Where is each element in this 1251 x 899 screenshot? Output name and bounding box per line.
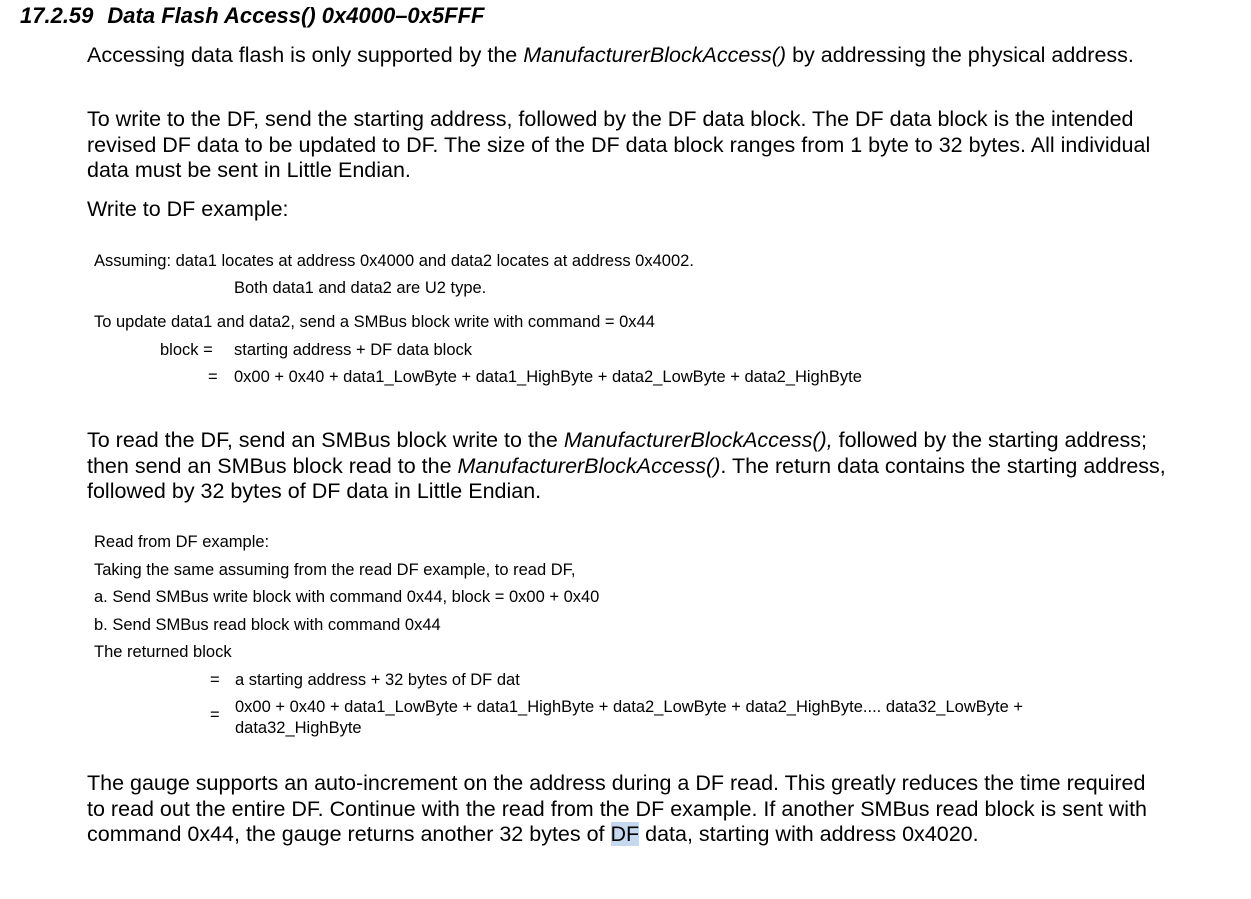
paragraph-text: . The return data contains the starting address, followed by 32 bytes of DF data in Little Endian. bbox=[87, 453, 1166, 503]
paragraph-text: data, starting with address 0x4020. bbox=[639, 822, 979, 846]
write-example-line-1: Assuming: data1 locates at address 0x4000 and data2 locates at address 0x4002. bbox=[94, 252, 694, 270]
read-example-returned-summary: a starting address + 32 bytes of DF dat bbox=[235, 671, 520, 689]
write-example-line-2: Both data1 and data2 are U2 type. bbox=[234, 279, 487, 297]
function-name: ManufacturerBlockAccess(), bbox=[563, 428, 833, 452]
write-example-block-label: block = bbox=[160, 341, 213, 359]
paragraph-text: To read the DF, send an SMBus block write to the bbox=[87, 428, 564, 452]
selected-text-highlight[interactable]: DF bbox=[610, 822, 640, 846]
read-example-line-4: b. Send SMBus read block with command 0x44 bbox=[94, 616, 441, 634]
function-name: ManufacturerBlockAccess() bbox=[457, 453, 721, 478]
function-name: ManufacturerBlockAccess() bbox=[523, 43, 787, 67]
read-example-line-3: a. Send SMBus write block with command 0x44, block = 0x00 + 0x40 bbox=[94, 588, 600, 606]
paragraph-text: by addressing the physical address. bbox=[786, 43, 1134, 67]
paragraph-text: followed by the starting address; then send an SMBus block read to the bbox=[87, 428, 1147, 478]
read-example-line-2: Taking the same assuming from the read DF example, to read DF, bbox=[94, 561, 576, 579]
section-number: 17.2.59 bbox=[20, 3, 94, 28]
paragraph-text: Accessing data flash is only supported by the bbox=[87, 43, 524, 67]
section-heading bbox=[20, 3, 484, 29]
paragraph-text: The gauge supports an auto-increment on the address during a DF read. This greatly reduces the time required to read out the entire DF. Continue with the read from the DF example. If another SMBus read block is sent with command 0x44, the gauge returns another 32 bytes of bbox=[87, 771, 1147, 846]
read-example-returned-expansion: 0x00 + 0x40 + data1_LowByte + data1_HighByte + data2_LowByte + data2_HighByte.... data32_LowByte + bbox=[235, 698, 1023, 716]
write-example-line-3: To update data1 and data2, send a SMBus block write with command = 0x44 bbox=[94, 313, 655, 331]
paragraph-access bbox=[87, 43, 1197, 69]
write-example-block-value: starting address + DF data block bbox=[234, 341, 472, 359]
write-example-equals: = bbox=[208, 368, 218, 386]
read-example-line-1: Read from DF example: bbox=[94, 533, 270, 551]
paragraph-write-example-label: Write to DF example: bbox=[87, 197, 289, 221]
read-example-equals-2: = bbox=[210, 706, 220, 724]
paragraph-read bbox=[87, 428, 1187, 505]
paragraph-write: To write to the DF, send the starting address, followed by the DF data block. The DF data block is the intended revised DF data to be updated to DF. The size of the DF data block ranges from 1 byte to 32 bytes. All individual data must be sent in Little Endian. bbox=[87, 107, 1151, 182]
read-example-line-5: The returned block bbox=[94, 643, 232, 661]
write-example-expansion: 0x00 + 0x40 + data1_LowByte + data1_HighByte + data2_LowByte + data2_HighByte bbox=[234, 368, 862, 386]
section-title: Data Flash Access() 0x4000–0x5FFF bbox=[107, 3, 485, 28]
paragraph-auto-increment bbox=[87, 771, 1157, 848]
read-example-equals-1: = bbox=[210, 671, 220, 689]
read-example-returned-expansion-cont: data32_HighByte bbox=[235, 719, 362, 737]
